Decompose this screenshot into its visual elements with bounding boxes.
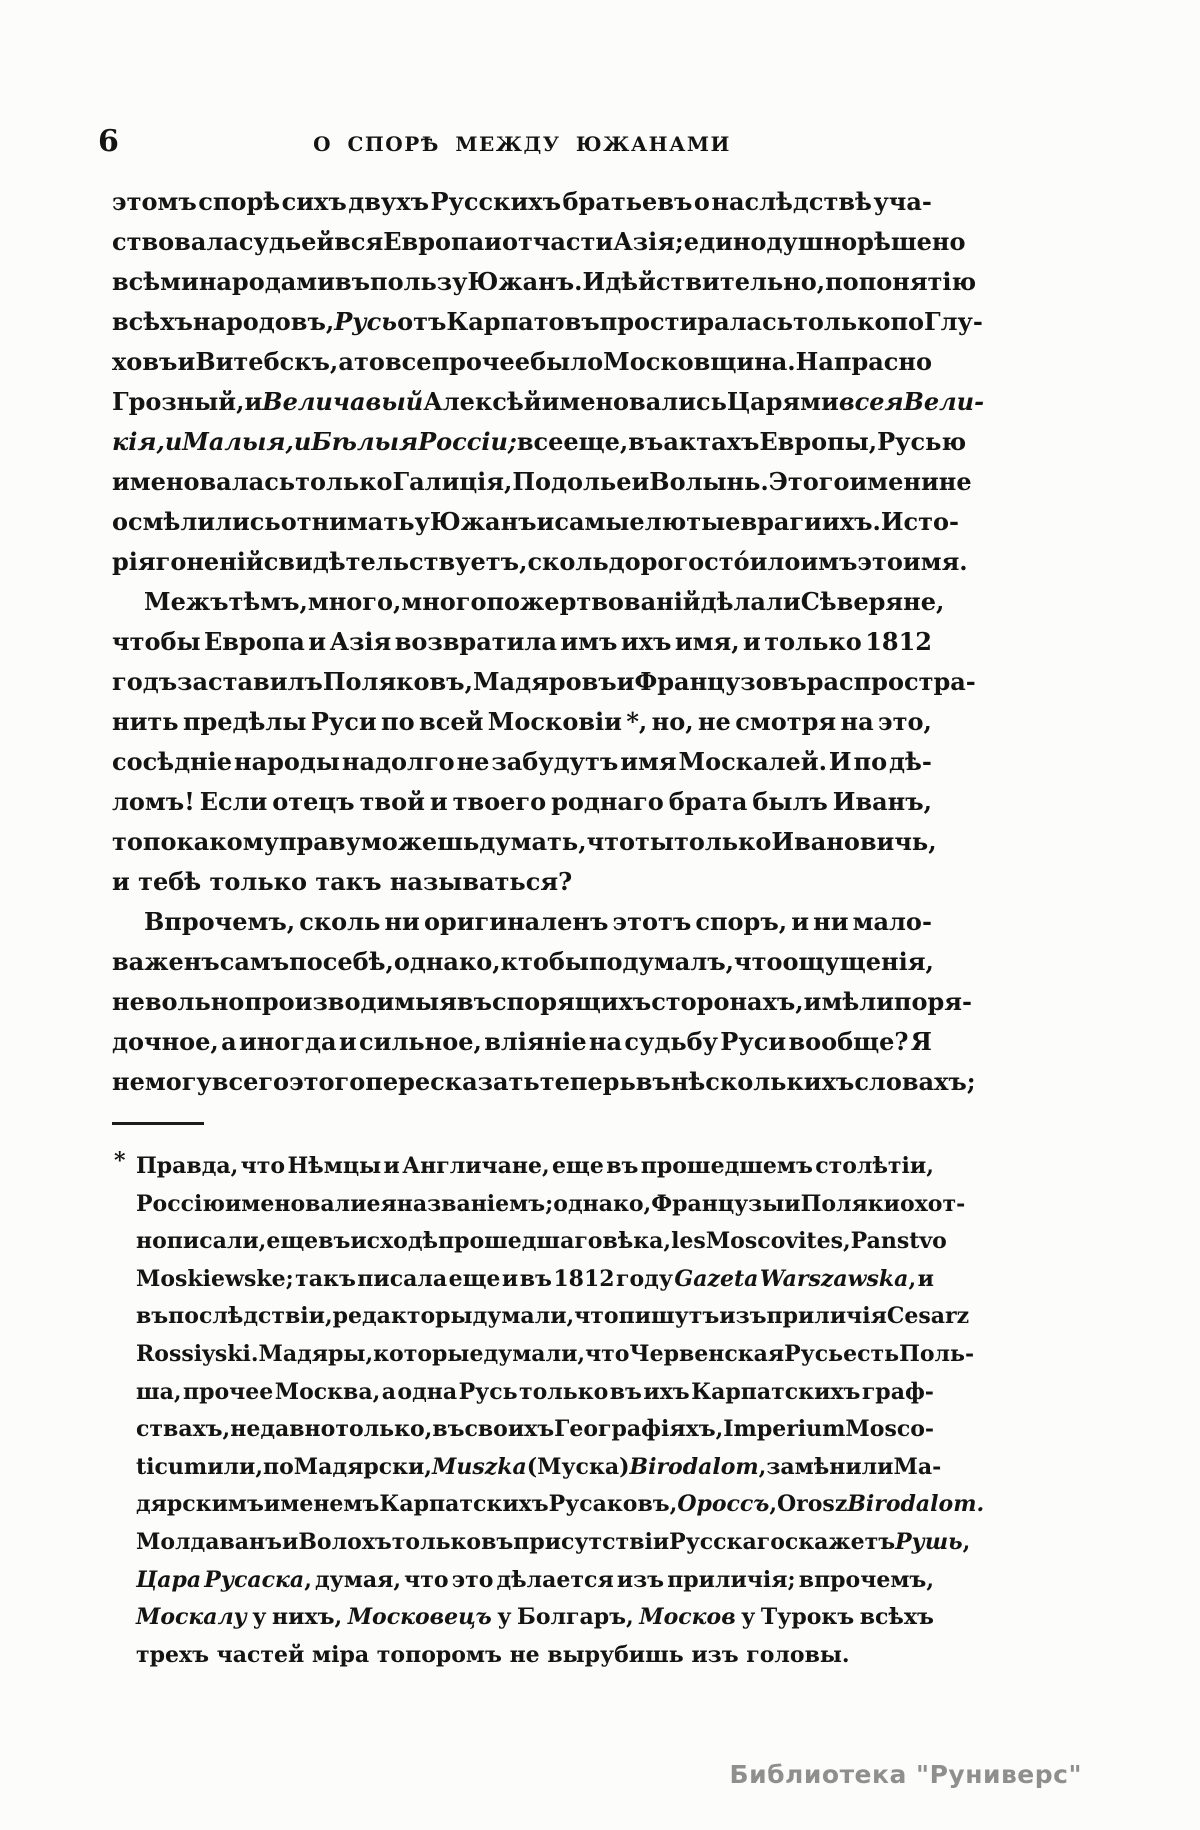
text-line: то по какому праву можешь думать, что ты только Ивановичь, — [112, 827, 937, 856]
text-line: Молдаванъ и Волохъ только въ присутствіи Русскаго скажетъ Рушь, — [136, 1528, 971, 1555]
text-line: важенъ самъ по себѣ, однако, кто бы подумалъ, что ощущенія, — [112, 947, 934, 976]
paragraph — [112, 182, 985, 582]
text-line: Moskiewske; такъ писала еще и въ 1812 году Gazeta Warszawska, и — [136, 1265, 934, 1292]
page-number: 6 — [98, 124, 119, 159]
text-line: дярскимъ именемъ Карпатскихъ Русаковъ, Ороссъ, Orosz Birodalom. — [136, 1491, 985, 1518]
text-line: не могу всего этого пересказать теперь въ нѣсколькихъ словахъ; — [112, 1067, 976, 1096]
text-line: ломъ! Если отецъ твой и твоего роднаго брата былъ Иванъ, — [112, 787, 932, 816]
paragraph — [112, 902, 976, 1102]
text-line: Грозный, и Величавый Алексѣй именовались Царями всея Вели- — [112, 387, 985, 416]
text-line: дочное, а иногда и сильное, вліяніе на судьбу Руси вообще? Я — [112, 1027, 932, 1056]
text-line: чтобы Европа и Азія возвратила имъ ихъ имя, и только 1812 — [112, 627, 932, 656]
text-line: невольно производимыя въ спорящихъ сторонахъ, имѣли поря- — [112, 987, 972, 1016]
text-line: ховъ и Витебскъ, а то все прочее было Московщина. Напрасно — [112, 347, 932, 376]
text-line: Москалу у нихъ, Московецъ у Болгаръ, Москов у Турокъ всѣхъ — [136, 1604, 934, 1631]
text-line: рія гоненій свидѣтельствуетъ, сколь дорого стóило имъ это имя. — [112, 547, 968, 576]
text-line: годъ заставилъ Поляковъ, Мадяровъ и Французовъ распростра- — [112, 667, 976, 696]
body-text — [112, 182, 985, 1102]
running-header: О СПОРѢ МЕЖДУ ЮЖАНАМИ — [313, 132, 731, 156]
text-line: Россію именовали ея названіемъ; однако, Французы и Поляки охот- — [136, 1190, 966, 1217]
text-line: сосѣдніе народы надолго не забудутъ имя Москалей. И по дѣ- — [112, 747, 932, 776]
text-line: осмѣлились отнимать у Южанъ и самые лютые враги ихъ. Исто- — [112, 507, 959, 536]
footnote-divider — [112, 1122, 204, 1125]
text-line: но писали, еще въ исходѣ прошедшаго вѣка, les Moscovites, Panstvo — [136, 1228, 947, 1255]
footnote-marker: * — [114, 1148, 126, 1174]
text-line: въ послѣдствіи, редакторы думали, что пишутъ изъ приличія Cesarz — [136, 1303, 970, 1330]
text-line: Межъ тѣмъ, много, много пожертвованій дѣлали Сѣверяне, — [144, 587, 945, 616]
text-line: именовалась только Галиція, Подолье и Волынь. Этого имени не — [112, 467, 972, 496]
text-line: Правда, что Нѣмцы и Англичане, еще въ прошедшемъ столѣтіи, — [136, 1153, 934, 1179]
library-watermark: Библиотека "Руниверс" — [729, 1760, 1082, 1789]
text-line: всѣми народами въ пользу Южанъ. И дѣйствительно, по понятію — [112, 267, 977, 296]
text-line: Впрочемъ, сколь ни оригиналенъ этотъ споръ, и ни мало- — [144, 907, 932, 936]
text-line: Цара Русаска, думая, что это дѣлается изъ приличія; впрочемъ, — [136, 1566, 934, 1593]
text-line: и тебѣ только такъ называться? — [112, 867, 573, 896]
text-line: ствахъ, недавно только, въ своихъ Географіяхъ, Imperium Mosco- — [136, 1416, 935, 1443]
footnote — [112, 1148, 985, 1674]
text-line: ticum или, по Мадярски, Muszka (Муска) Birodalom, замѣнили Ма- — [136, 1453, 942, 1480]
text-line: нить предѣлы Руси по всей Московіи *, но, не смотря на это, — [112, 707, 932, 736]
text-line: Rossiyski. Мадяры, которые думали, что Червенская Русь есть Поль- — [136, 1340, 975, 1367]
text-line: этомъ спорѣ сихъ двухъ Русскихъ братьевъ о наслѣдствѣ уча- — [112, 187, 932, 216]
text-line: кія, и Малыя, и Бѣлыя Россіи; все еще, въ актахъ Европы, Русью — [112, 427, 967, 456]
text-line: всѣхъ народовъ, Русь отъ Карпатовъ простиралась только по Глу- — [112, 307, 983, 336]
paragraph — [112, 582, 976, 902]
text-line: ша, прочее Москва, а одна Русь только въ ихъ Карпатскихъ граф- — [136, 1378, 934, 1405]
text-line: ствовала судьей вся Европа и отчасти Азія; единодушно рѣшено — [112, 227, 966, 256]
text-line: трехъ частей міра топоромъ не вырубишь изъ головы. — [136, 1641, 850, 1668]
